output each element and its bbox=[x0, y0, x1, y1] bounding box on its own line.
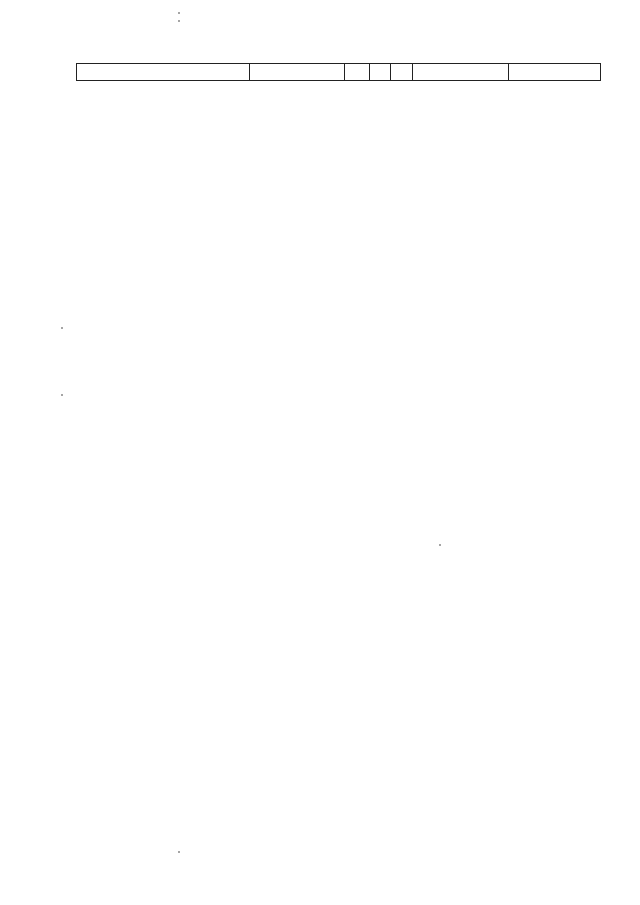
column-7-header bbox=[509, 64, 601, 81]
scan-speck bbox=[61, 394, 63, 396]
column-4-header bbox=[370, 64, 391, 81]
column-2-header bbox=[250, 64, 345, 81]
column-header-row bbox=[76, 63, 601, 81]
column-6-header bbox=[413, 64, 509, 81]
column-5-header bbox=[391, 64, 413, 81]
column-1-header bbox=[77, 64, 250, 81]
column-3-header bbox=[345, 64, 370, 81]
scan-speck bbox=[178, 20, 180, 22]
scan-speck bbox=[61, 327, 63, 329]
scan-speck bbox=[439, 544, 441, 546]
scan-speck bbox=[178, 12, 180, 14]
scan-speck bbox=[178, 851, 180, 853]
